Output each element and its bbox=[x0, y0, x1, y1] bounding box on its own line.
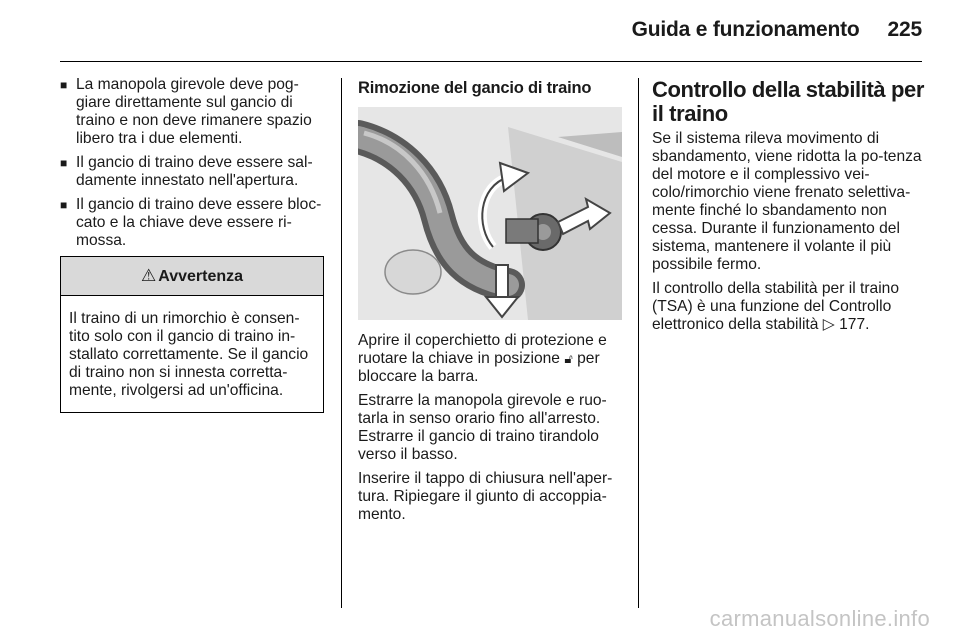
bullet-square-icon: ■ bbox=[60, 156, 68, 170]
bullet-list bbox=[60, 76, 326, 250]
lock-open-icon: 🔓︎ bbox=[564, 351, 573, 366]
column-right bbox=[652, 76, 924, 340]
paragraph: Il controllo della stabilità per il traino (TSA) è una funzione del Controllo elettronico della stabilità ▷ 177. bbox=[652, 280, 900, 333]
paragraph: Aprire il coperchietto di protezione e ruotare la chiave in posizione 🔓︎ per bloccare la barra. bbox=[358, 332, 607, 385]
paragraph: Inserire il tappo di chiusura nell'aper-tura. Ripiegare il giunto di accoppia-mento. bbox=[358, 470, 613, 523]
page-header bbox=[60, 18, 922, 52]
section-heading: Rimozione del gancio di traino bbox=[358, 79, 592, 97]
page-reference[interactable]: 177. bbox=[839, 316, 870, 333]
paragraph: Se il sistema rileva movimento di sbandamento, viene ridotta la po-tenza del motore e il complessivo vei-colo/rimorchio viene frenato selettiva-mente finché lo sbandamento non cessa. Durante il funzionamento del sistema, mantenere il volante il più possibile fermo. bbox=[652, 130, 922, 273]
list-item: ■ Il gancio di traino deve essere sal-damente innestato nell'apertura. bbox=[60, 154, 313, 189]
column-middle bbox=[358, 76, 624, 530]
tow-hook-removal-illustration bbox=[358, 107, 622, 320]
bullet-square-icon: ■ bbox=[60, 78, 68, 92]
warning-text: Il traino di un rimorchio è consen-tito solo con il gancio di traino in-stallato correttamente. Se il gancio di traino non si innesta corretta-mente, rivolgersi ad un'officina. bbox=[69, 310, 309, 399]
column-left bbox=[60, 76, 326, 413]
page-number: 225 bbox=[887, 18, 922, 41]
watermark: carmanualsonline.info bbox=[709, 606, 930, 631]
warning-box bbox=[60, 256, 324, 413]
page-reference-arrow-icon: ▷ bbox=[822, 316, 835, 333]
bullet-square-icon: ■ bbox=[60, 198, 68, 212]
section-heading: Controllo della stabilità per il traino bbox=[652, 77, 924, 126]
list-item: ■ Il gancio di traino deve essere bloc-cato e la chiave deve essere ri-mossa. bbox=[60, 196, 322, 249]
warning-title: Avvertenza bbox=[158, 268, 244, 285]
header-rule bbox=[60, 61, 922, 62]
warning-triangle-icon: ⚠ bbox=[140, 266, 157, 285]
paragraph: Estrarre la manopola girevole e ruo-tarla in senso orario fino all'arresto. Estrarre il gancio di traino tirandolo verso il basso. bbox=[358, 392, 607, 463]
column-divider bbox=[638, 78, 639, 608]
warning-header bbox=[61, 257, 323, 296]
column-divider bbox=[341, 78, 342, 608]
list-item: ■ La manopola girevole deve pog-giare direttamente sul gancio di traino e non deve rimanere spazio libero tra i due elementi. bbox=[60, 76, 312, 147]
section-title: Guida e funzionamento bbox=[631, 18, 860, 41]
